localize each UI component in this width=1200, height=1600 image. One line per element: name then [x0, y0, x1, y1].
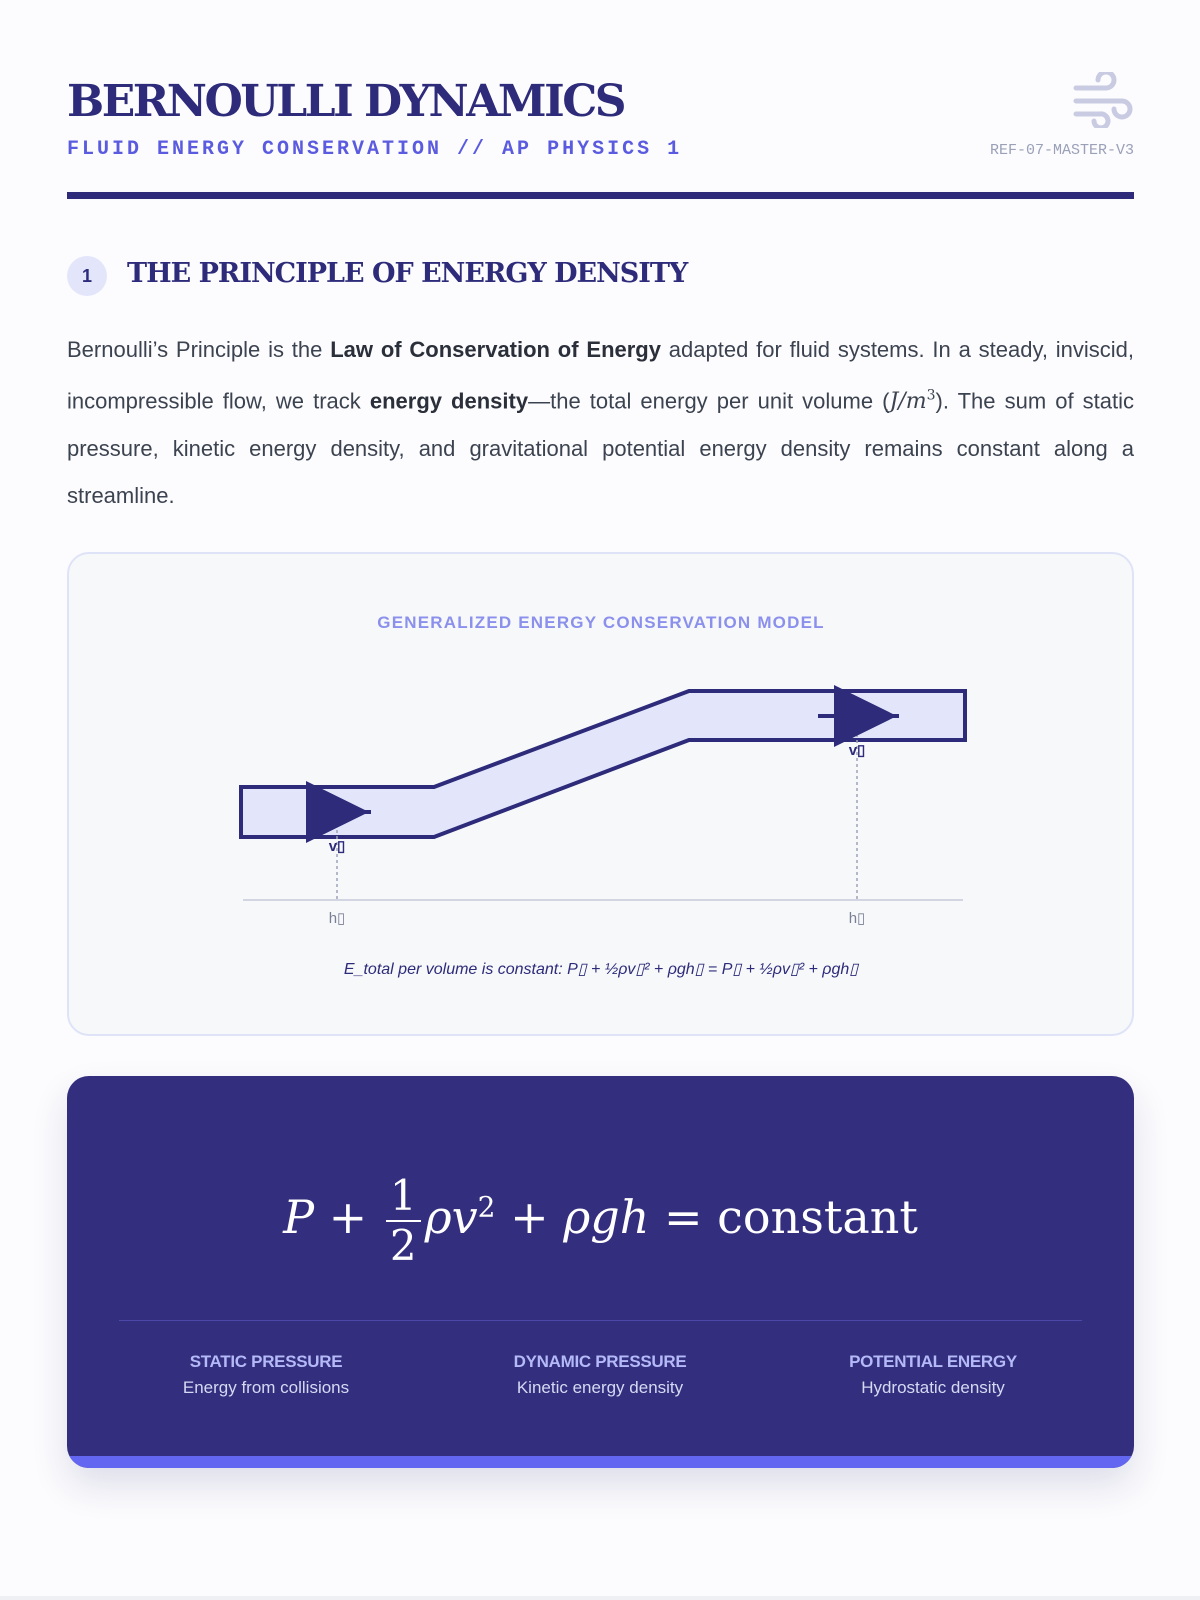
velocity-label-1: v▯ — [328, 838, 346, 855]
formula-square: 2 — [477, 1190, 496, 1224]
term-potential-energy — [768, 1352, 1098, 1398]
term-description: Energy from collisions — [182, 1378, 350, 1397]
bottom-strip — [0, 1596, 1200, 1600]
formula-equals: = — [649, 1190, 718, 1244]
formula-plus: + — [314, 1190, 382, 1244]
formula-rho-g-h: ρgh — [563, 1190, 650, 1244]
paragraph-text: ). The sum of static pressure, kinetic energy density, and gravitational potential energy density remains constant along a streamline. — [67, 388, 1135, 509]
term-title: DYNAMIC PRESSURE — [513, 1352, 687, 1371]
page-title: BERNOULLI DYNAMICS — [67, 76, 624, 127]
paragraph-text: adapted for fluid systems. In a steady, inviscid, incompressible flow, we track — [67, 337, 1135, 414]
wind-icon — [1072, 72, 1134, 128]
term-static-pressure — [101, 1352, 431, 1398]
header-divider — [67, 192, 1134, 199]
unit-base: J/m — [889, 389, 927, 415]
diagram-card — [67, 552, 1134, 1036]
reference-code: REF-07-MASTER-V3 — [989, 142, 1134, 159]
unit-exponent: 3 — [926, 388, 936, 404]
term-title: STATIC PRESSURE — [189, 1352, 343, 1371]
formula-rho-v: ρv — [424, 1190, 478, 1244]
pipe-diagram — [69, 554, 1132, 1034]
formula-fraction — [386, 1172, 421, 1270]
header — [67, 72, 1134, 200]
section-number-badge: 1 — [67, 256, 107, 296]
paragraph-bold-text: Law of Conservation of Energy — [330, 337, 661, 362]
term-description: Hydrostatic density — [861, 1378, 1005, 1397]
section-title: THE PRINCIPLE OF ENERGY DENSITY — [127, 258, 688, 289]
unit-math — [889, 389, 935, 414]
term-dynamic-pressure — [435, 1352, 765, 1398]
term-description: Kinetic energy density — [516, 1378, 684, 1397]
paragraph-text: —the total energy per unit volume ( — [528, 388, 890, 414]
paragraph-bold-text: energy density — [369, 388, 529, 414]
diagram-caption: E_total per volume is constant: P▯ + ½ρv▯² + ρgh▯ = P▯ + ½ρv▯² + ρgh▯ — [343, 961, 859, 978]
formula-divider — [119, 1320, 1082, 1321]
velocity-label-2: v▯ — [848, 742, 866, 759]
height-label-2: h▯ — [848, 910, 866, 927]
intro-paragraph — [67, 326, 1134, 519]
height-label-1: h▯ — [328, 910, 346, 927]
page-subtitle: FLUID ENERGY CONSERVATION // AP PHYSICS 1 — [67, 138, 683, 161]
formula-constant: constant — [717, 1190, 918, 1244]
bernoulli-equation — [67, 1172, 1134, 1270]
fraction-denominator: 2 — [389, 1221, 417, 1270]
formula-card-accent — [67, 1456, 1134, 1468]
term-title: POTENTIAL ENERGY — [849, 1352, 1017, 1371]
formula-plus: + — [495, 1190, 564, 1244]
paragraph-text: Bernoulli’s Principle is the — [67, 337, 331, 362]
fraction-numerator: 1 — [386, 1172, 421, 1222]
formula-pressure: P — [283, 1190, 315, 1244]
diagram-title: GENERALIZED ENERGY CONSERVATION MODEL — [377, 613, 825, 632]
formula-card — [67, 1076, 1134, 1468]
